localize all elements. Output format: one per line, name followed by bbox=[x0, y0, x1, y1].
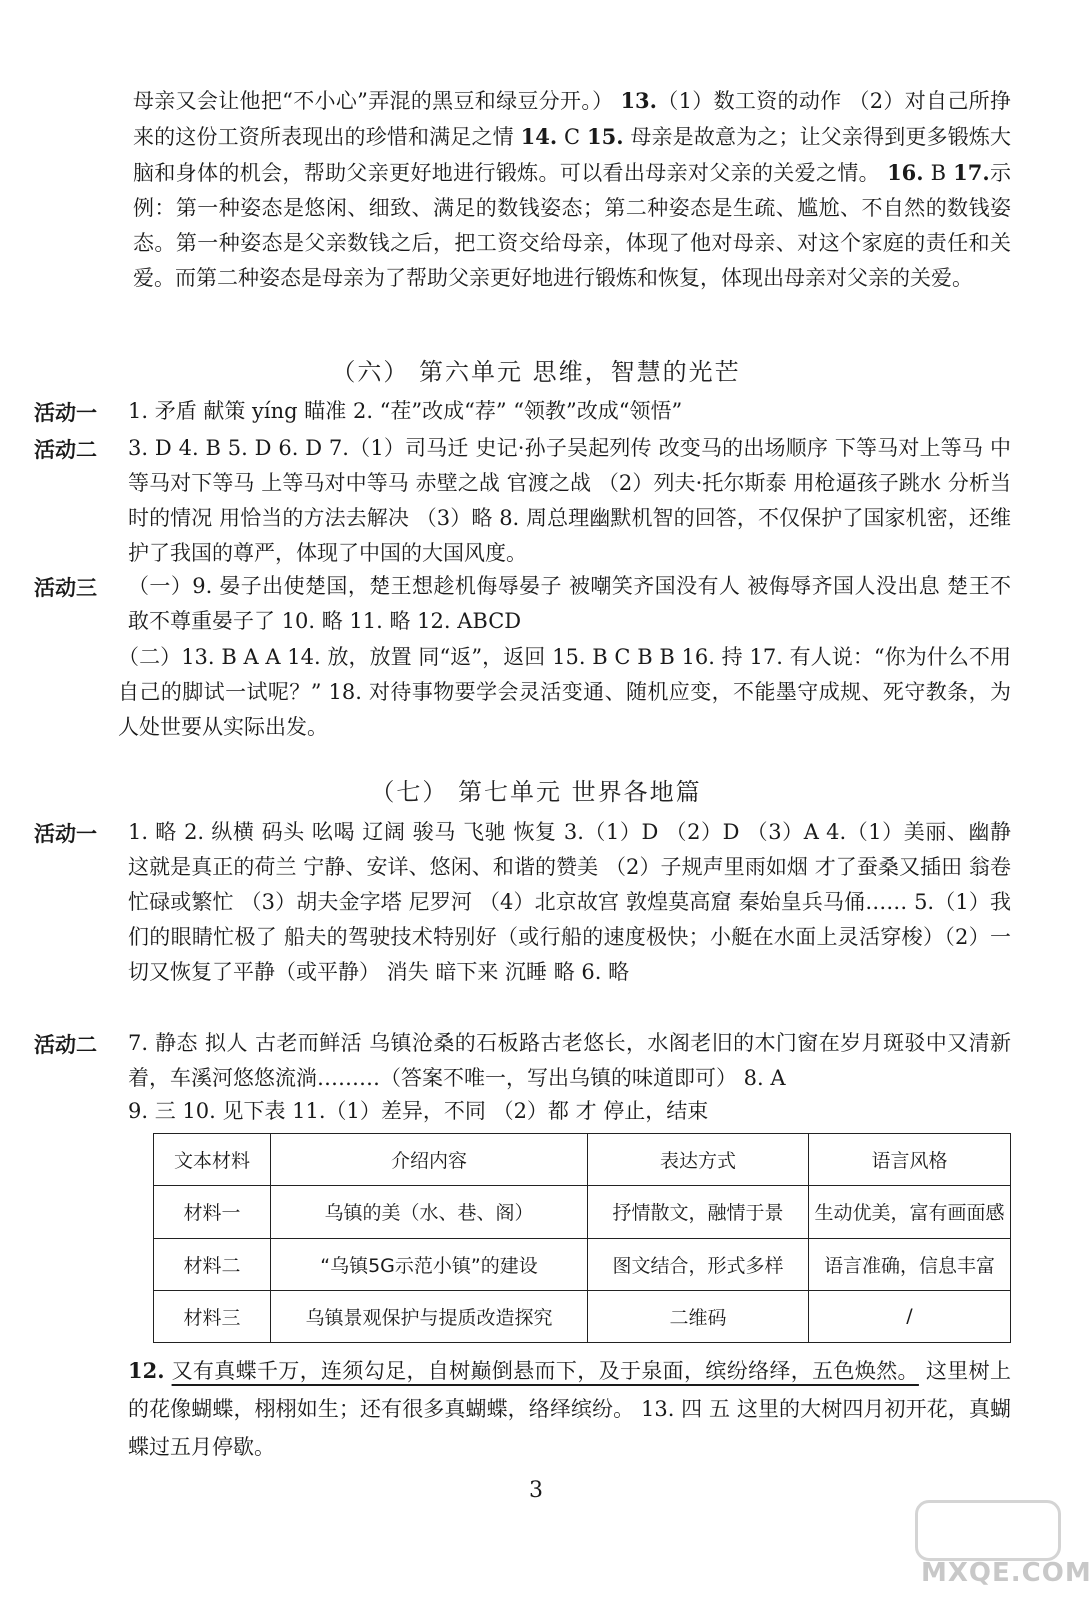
unit6-activity3-part2: （二）13. B A A 14. 放，放置 同“返”，返回 15. B C B B 16. 持 17. 有人说：“你为什么不用自己的脚试一试呢？” 18. 对待事物要学会灵活变通、随机应变，不能墨守成规、死守教条，为人处世要从实际出发。 bbox=[118, 645, 1011, 739]
q17-number: 17. bbox=[953, 160, 990, 185]
unit6-heading: （六） 第六单元 思维，智慧的光芒 bbox=[331, 358, 741, 386]
table-cell: 材料二 bbox=[154, 1238, 271, 1290]
table-header-row bbox=[154, 1134, 1011, 1186]
watermark-text: MXQE.COM bbox=[921, 1558, 1092, 1588]
table-cell: 二维码 bbox=[588, 1290, 809, 1342]
watermark-logo bbox=[915, 1500, 1092, 1590]
unit7-activity1-text: 1. 略 2. 纵横 码头 吆喝 辽阔 骏马 飞驰 恢复 3.（1）D （2）D （3）A 4.（1）美丽、幽静 这就是真正的荷兰 宁静、安详、悠闲、和谐的赞美 （2）子规声里雨如烟 才了蚕桑又插田 翁卷 忙碌或繁忙 （3）胡夫金字塔 尼罗河 （4）北京故宫 敦煌莫高窟 秦始皇兵马俑…… 5.（1）我们的眼睛忙极了 船夫的驾驶技术特别好（或行船的速度极快；小艇在水面上灵活穿梭）（2）一切又恢复了平静（或平静） 消失 暗下来 沉睡 略 6. 略 bbox=[128, 820, 1011, 984]
table-header-cell: 语言风格 bbox=[809, 1134, 1011, 1186]
q16-answer: B bbox=[930, 161, 947, 185]
q12-rest: 这里树上的花像蝴蝶，栩栩如生；还有很多真蝴蝶，络绎缤纷。 13. 四 五 这里的大树四月初开花，真蝴蝶过五月停歇。 bbox=[128, 1359, 1011, 1459]
unit7-q12-paragraph bbox=[128, 1352, 1011, 1466]
q13-number: 13. bbox=[620, 88, 657, 113]
table-cell: 材料三 bbox=[154, 1290, 271, 1342]
table-header-cell: 文本材料 bbox=[154, 1134, 271, 1186]
unit6-activity1-label: 活动一 bbox=[34, 401, 97, 425]
table-cell: 乌镇景观保护与提质改造探究 bbox=[271, 1290, 588, 1342]
intro-paragraph bbox=[133, 83, 1011, 296]
table-cell: “乌镇5G示范小镇”的建设 bbox=[271, 1238, 588, 1290]
unit6-activity2-label: 活动二 bbox=[34, 438, 97, 462]
unit7-activity1-label: 活动一 bbox=[34, 822, 97, 846]
table-header-cell: 介绍内容 bbox=[271, 1134, 588, 1186]
q15-number: 15. bbox=[586, 124, 624, 149]
intro-line-a: 母亲又会让他把“不小心”弄混的黑豆和绿豆分开。） bbox=[133, 89, 614, 113]
q14-answer: C bbox=[564, 125, 581, 149]
table-row bbox=[154, 1186, 1011, 1238]
unit6-activity3-label: 活动三 bbox=[34, 576, 97, 600]
table-header-cell: 表达方式 bbox=[588, 1134, 809, 1186]
q16-number: 16. bbox=[887, 160, 924, 185]
table-cell: 材料一 bbox=[154, 1186, 271, 1238]
unit7-activity2-label: 活动二 bbox=[34, 1033, 97, 1057]
table-cell: 生动优美，富有画面感 bbox=[809, 1186, 1011, 1238]
q14-number: 14. bbox=[520, 124, 558, 149]
table-cell: 乌镇的美（水、巷、阁） bbox=[271, 1186, 588, 1238]
table-cell: 图文结合，形式多样 bbox=[588, 1238, 809, 1290]
watermark-seal-icon bbox=[915, 1500, 1061, 1561]
unit6-activity2-text: 3. D 4. B 5. D 6. D 7.（1）司马迁 史记·孙子吴起列传 改变马的出场顺序 下等马对上等马 中等马对下等马 上等马对中等马 赤壁之战 官渡之战 （2）列夫·托尔斯泰 用枪逼孩子跳水 分析当时的情况 用恰当的方法去解决 （3）略 8. 周总理幽默机智的回答，不仅保护了国家机密，还维护了我国的尊严，体现了中国的大国风度。 bbox=[128, 436, 1011, 565]
q17-answer: 示例：第一种姿态是悠闲、细致、满足的数钱姿态；第二种姿态是生疏、尴尬、不自然的数钱姿态。第一种姿态是父亲数钱之后，把工资交给母亲，体现了他对母亲、对这个家庭的责任和关爱。而第二种姿态是母亲为了帮助父亲更好地进行锻炼和恢复，体现出母亲对父亲的关爱。 bbox=[133, 161, 1011, 290]
unit6-activity3-part1: （一）9. 晏子出使楚国，楚王想趁机侮辱晏子 被嘲笑齐国没有人 被侮辱齐国人没出息 楚王不敢不尊重晏子了 10. 略 11. 略 12. ABCD bbox=[128, 574, 1011, 633]
q15-answer: 母亲是故意为之；让父亲得到更多锻炼大脑和身体的机会，帮助父亲更好地进行锻炼。可以看出母亲对父亲的关爱之情。 bbox=[133, 125, 1012, 185]
unit7-line9: 9. 三 10. 见下表 11.（1）差异，不同 （2）都 才 停止，结束 bbox=[128, 1099, 709, 1123]
unit7-heading: （七） 第七单元 世界各地篇 bbox=[370, 778, 702, 806]
table-row bbox=[154, 1238, 1011, 1290]
page-number: 3 bbox=[529, 1478, 543, 1503]
table-cell: 抒情散文，融情于景 bbox=[588, 1186, 809, 1238]
unit7-activity2-text: 7. 静态 拟人 古老而鲜活 乌镇沧桑的石板路古老悠长，水阁老旧的木门窗在岁月斑驳中又清新着，车溪河悠悠流淌………（答案不唯一，写出乌镇的味道即可） 8. A bbox=[128, 1031, 1011, 1090]
table-cell: 语言准确，信息丰富 bbox=[809, 1238, 1011, 1290]
material-table bbox=[153, 1133, 1011, 1343]
q13-answer: （1）数工资的动作 （2）对自己所挣来的这份工资所表现出的珍惜和满足之情 bbox=[133, 89, 1011, 149]
unit6-activity1-text: 1. 矛盾 献策 yíng 瞄准 2. “茬”改成“荐” “领教”改成“领悟” bbox=[128, 399, 683, 423]
table-row bbox=[154, 1290, 1011, 1342]
q12-number: 12. bbox=[128, 1358, 165, 1383]
q12-underlined-quote: 又有真蝶千万，连须勾足，自树巅倒悬而下，及于泉面，缤纷络绎，五色焕然。 bbox=[171, 1359, 919, 1383]
table-cell: / bbox=[809, 1290, 1011, 1342]
